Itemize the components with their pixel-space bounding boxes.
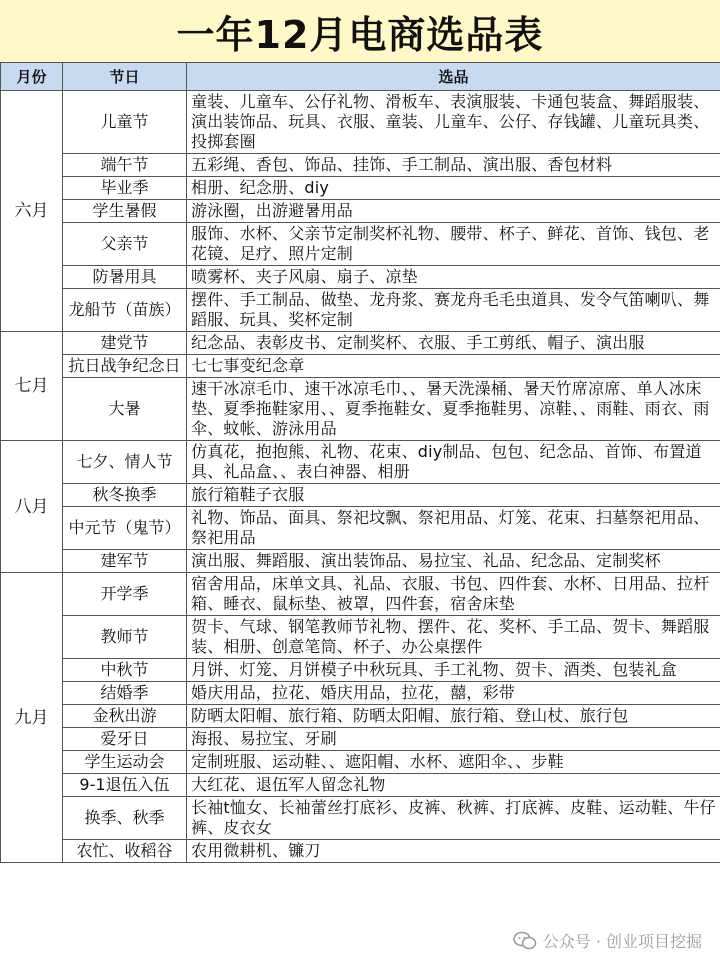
- table-row: [1, 154, 720, 177]
- header-festival: 节日: [63, 63, 187, 91]
- products-cell: 农用微耕机、镰刀: [187, 840, 720, 863]
- month-cell: 六月: [1, 91, 63, 332]
- festival-cell: 龙船节（苗族）: [63, 289, 187, 332]
- table-row: [1, 550, 720, 573]
- table-row: [1, 616, 720, 659]
- festival-cell: 9-1退伍入伍: [63, 774, 187, 797]
- products-cell: 速干冰凉毛巾、速干冰凉毛巾、、暑天洗澡桶、暑天竹席凉席、单人冰床垫、夏季拖鞋家用、、夏季拖鞋女、夏季拖鞋男、凉鞋、、雨鞋、雨衣、雨伞、蚊帐、游泳用品: [187, 378, 720, 441]
- table-row: [1, 266, 720, 289]
- table-row: [1, 705, 720, 728]
- watermark: [513, 929, 702, 952]
- table-row: [1, 507, 720, 550]
- table-row: [1, 484, 720, 507]
- products-cell: 防晒太阳帽、旅行箱、防晒太阳帽、旅行箱、登山杖、旅行包: [187, 705, 720, 728]
- table-row: [1, 840, 720, 863]
- table-row: [1, 355, 720, 378]
- table-row: [1, 573, 720, 616]
- table-row: [1, 223, 720, 266]
- festival-cell: 防暑用具: [63, 266, 187, 289]
- products-cell: 七七事变纪念章: [187, 355, 720, 378]
- products-cell: 相册、纪念册、diy: [187, 177, 720, 200]
- month-cell: 八月: [1, 441, 63, 573]
- table-row: [1, 378, 720, 441]
- festival-cell: 中秋节: [63, 659, 187, 682]
- wechat-icon: [513, 931, 537, 951]
- page-title: 一年12月电商选品表: [176, 12, 544, 57]
- festival-cell: 金秋出游: [63, 705, 187, 728]
- festival-cell: 毕业季: [63, 177, 187, 200]
- festival-cell: 结婚季: [63, 682, 187, 705]
- table-row: [1, 797, 720, 840]
- festival-cell: 学生运动会: [63, 751, 187, 774]
- products-cell: 童装、儿童车、公仔礼物、滑板车、表演服装、卡通包装盒、舞蹈服装、演出装饰品、玩具、衣服、童装、儿童车、公仔、存钱罐、儿童玩具类、投掷套圈: [187, 91, 720, 154]
- festival-cell: 开学季: [63, 573, 187, 616]
- products-cell: 游泳圈，出游避暑用品: [187, 200, 720, 223]
- festival-cell: 抗日战争纪念日: [63, 355, 187, 378]
- table-row: [1, 751, 720, 774]
- products-cell: 演出服、舞蹈服、演出装饰品、易拉宝、礼品、纪念品、定制奖杯: [187, 550, 720, 573]
- festival-cell: 七夕、情人节: [63, 441, 187, 484]
- products-cell: 婚庆用品，拉花、婚庆用品，拉花，囍，彩带: [187, 682, 720, 705]
- header-month: 月份: [1, 63, 63, 91]
- festival-cell: 农忙、收稻谷: [63, 840, 187, 863]
- table-header-row: [1, 63, 720, 91]
- festival-cell: 大暑: [63, 378, 187, 441]
- products-cell: 长袖t恤女、长袖蕾丝打底衫、皮裤、秋裤、打底裤、皮鞋、运动鞋、牛仔裤、皮衣女: [187, 797, 720, 840]
- table-row: [1, 200, 720, 223]
- table-row: [1, 289, 720, 332]
- festival-cell: 中元节（鬼节）: [63, 507, 187, 550]
- month-cell: 九月: [1, 573, 63, 863]
- product-selection-table: [0, 62, 720, 863]
- products-cell: 大红花、退伍军人留念礼物: [187, 774, 720, 797]
- products-cell: 喷雾杯、夹子风扇、扇子、凉垫: [187, 266, 720, 289]
- header-products: 选品: [187, 63, 720, 91]
- festival-cell: 端午节: [63, 154, 187, 177]
- table-row: [1, 728, 720, 751]
- products-cell: 五彩绳、香包、饰品、挂饰、手工制品、演出服、香包材料: [187, 154, 720, 177]
- products-cell: 海报、易拉宝、牙刷: [187, 728, 720, 751]
- festival-cell: 父亲节: [63, 223, 187, 266]
- table-row: [1, 659, 720, 682]
- festival-cell: 建军节: [63, 550, 187, 573]
- festival-cell: 学生暑假: [63, 200, 187, 223]
- festival-cell: 建党节: [63, 332, 187, 355]
- products-cell: 贺卡、气球、钢笔教师节礼物、摆件、花、奖杯、手工品、贺卡、舞蹈服装、相册、创意笔筒、杯子、办公桌摆件: [187, 616, 720, 659]
- products-cell: 月饼、灯笼、月饼模子中秋玩具、手工礼物、贺卡、酒类、包装礼盒: [187, 659, 720, 682]
- products-cell: 礼物、饰品、面具、祭祀坟飘、祭祀用品、灯笼、花束、扫墓祭祀用品、祭祀用品: [187, 507, 720, 550]
- table-row: [1, 91, 720, 154]
- table-row: [1, 441, 720, 484]
- products-cell: 仿真花，抱抱熊、礼物、花束、diy制品、包包、纪念品、首饰、布置道具、礼品盒、、表白神器、相册: [187, 441, 720, 484]
- products-cell: 旅行箱鞋子衣服: [187, 484, 720, 507]
- festival-cell: 秋冬换季: [63, 484, 187, 507]
- festival-cell: 换季、秋季: [63, 797, 187, 840]
- festival-cell: 儿童节: [63, 91, 187, 154]
- watermark-text: 公众号 · 创业项目挖掘: [542, 932, 702, 951]
- festival-cell: 爱牙日: [63, 728, 187, 751]
- table-row: [1, 774, 720, 797]
- products-cell: 摆件、手工制品、做垫、龙舟浆、赛龙舟毛毛虫道具、发令气笛喇叭、舞蹈服、玩具、奖杯定制: [187, 289, 720, 332]
- table-row: [1, 177, 720, 200]
- products-cell: 服饰、水杯、父亲节定制奖杯礼物、腰带、杯子、鲜花、首饰、钱包、老花镜、足疗、照片定制: [187, 223, 720, 266]
- products-cell: 定制班服、运动鞋、、遮阳帽、水杯、遮阳伞、、步鞋: [187, 751, 720, 774]
- products-cell: 纪念品、表彰皮书、定制奖杯、衣服、手工剪纸、帽子、演出服: [187, 332, 720, 355]
- products-cell: 宿舍用品，床单文具、礼品、衣服、书包、四件套、水杯、日用品、拉杆箱、睡衣、鼠标垫、被罩，四件套，宿舍床垫: [187, 573, 720, 616]
- month-cell: 七月: [1, 332, 63, 441]
- table-row: [1, 332, 720, 355]
- title-banner: [0, 0, 720, 62]
- table-row: [1, 682, 720, 705]
- festival-cell: 教师节: [63, 616, 187, 659]
